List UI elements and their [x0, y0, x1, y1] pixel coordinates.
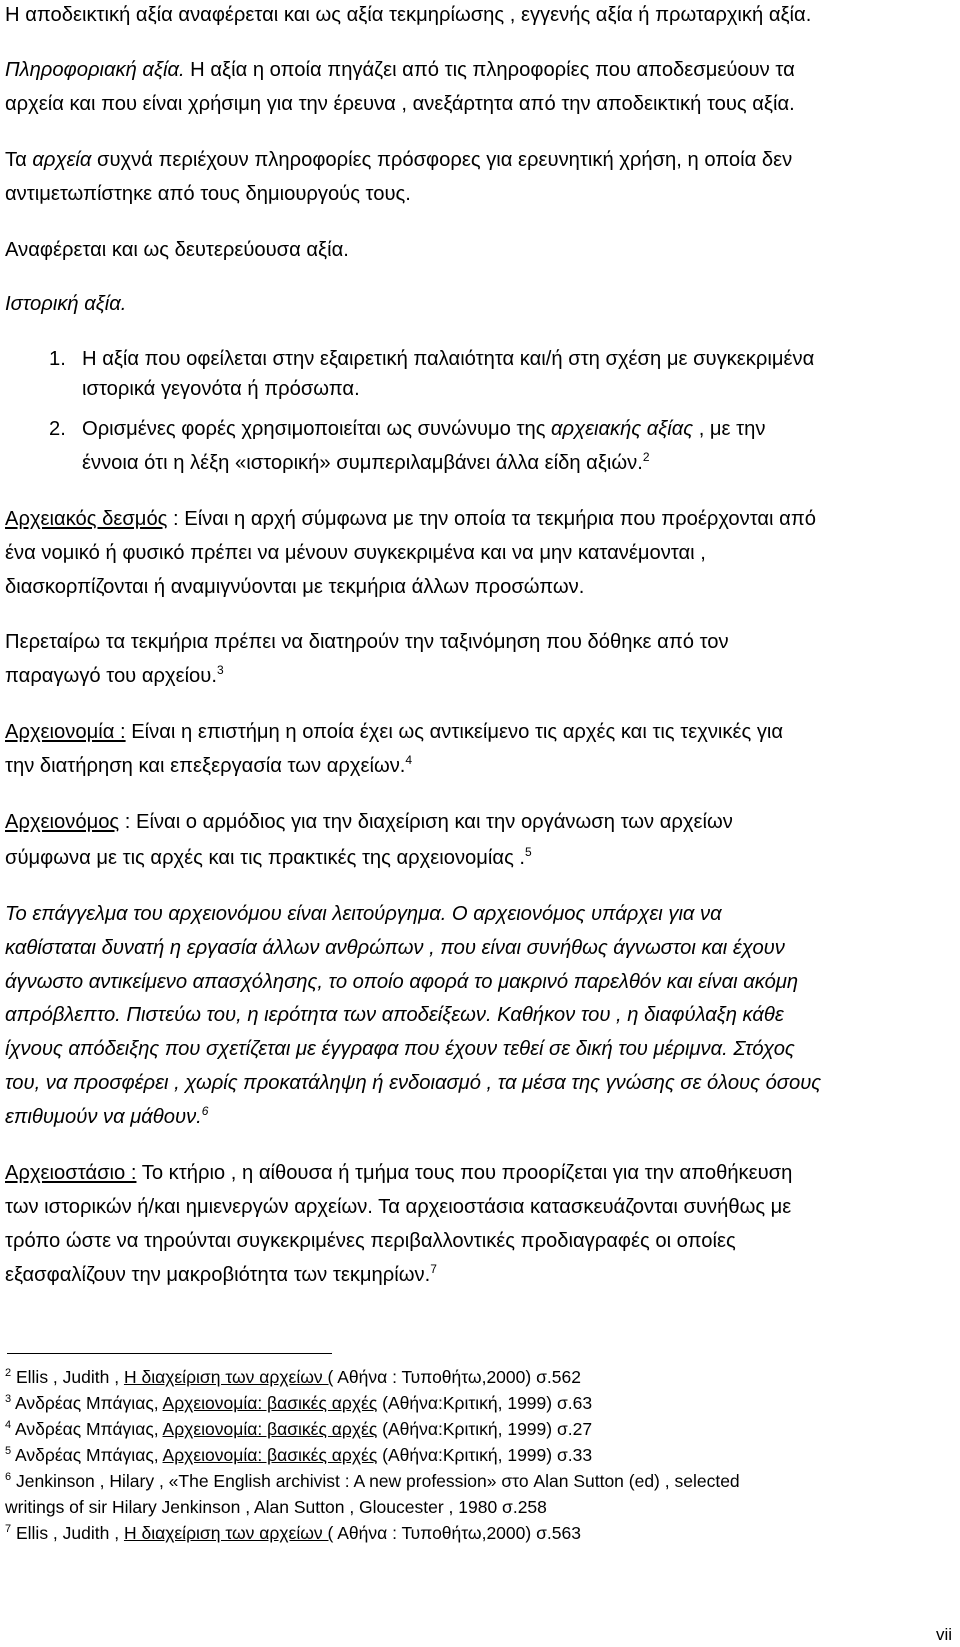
list-item-2-number: 2. — [49, 418, 66, 440]
list-item-2-line1: Ορισμένες φορές χρησιμοποιείται ως συνώνυμο της αρχειακής αξίας , με την — [82, 418, 766, 440]
term-archival-value: αρχειακής αξίας — [551, 418, 694, 440]
footnote-6-line2: writings of sir Hilary Jenkinson , Alan Sutton , Gloucester , 1980 σ.258 — [5, 1497, 547, 1517]
footnote-ref-5[interactable]: 5 — [525, 845, 532, 859]
page-number: vii — [936, 1625, 953, 1644]
paragraph-profession-line3: άγνωστο αντικείμενο απασχόλησης, το οποίο αφορά το μακρινό παρελθόν και είναι ακόμη — [5, 971, 799, 993]
paragraph-archival-science-line2: την διατήρηση και επεξεργασία των αρχείων.$^4$ — [5, 753, 413, 777]
footnote-4-title: Αρχειονομία: βασικές αρχές — [162, 1419, 378, 1439]
paragraph-secondary-value: Αναφέρεται και ως δευτερεύουσα αξία. — [5, 239, 349, 261]
footnote-4: $^4$ Ανδρέας Μπάγιας, Αρχειονομία: βασικές αρχές (Αθήνα:Κριτική, 1999) σ.27 — [5, 1419, 593, 1439]
paragraph-archival-bond-line2: ένα νομικό ή φυσικό πρέπει να μένουν συγκεκριμένα και να μην κατανέμονται , — [5, 542, 706, 564]
paragraph-profession-line6: του, να προσφέρει , χωρίς προκατάληψη ή ενδοιασμό , τα μέσα της γνώσης σε όλους όσους — [5, 1072, 822, 1094]
paragraph-archive-building-line2: των ιστορικών ή/και ημιενεργών αρχείων. Τα αρχειοστάσια κατασκευάζονται συνήθως με — [5, 1196, 792, 1218]
heading-historical-value: Ιστορική αξία. — [5, 293, 127, 315]
term-informational-value: Πληροφοριακή αξία. — [5, 59, 185, 81]
paragraph-archivist-line2: σύμφωνα με τις αρχές και τις πρακτικές της αρχειονομίας .$^5$ — [5, 845, 532, 869]
paragraph-further-line2: παραγωγό του αρχείου.$^3$ — [5, 663, 224, 687]
list-item-1-line2: ιστορικά γεγονότα ή πρόσωπα. — [82, 378, 360, 400]
paragraph-further-line1: Περεταίρω τα τεκμήρια πρέπει να διατηρούν την ταξινόμηση που δόθηκε από τον — [5, 631, 729, 653]
paragraph-profession-line7: επιθυμούν να μάθουν.$^6$ — [5, 1104, 209, 1128]
paragraph-archive-building-line3: τρόπο ώστε να τηρούνται συγκεκριμένες περιβαλλοντικές προδιαγραφές οι οποίες — [5, 1230, 736, 1252]
paragraph-profession-line2: καθίσταται δυνατή η εργασία άλλων ανθρώπων , που είναι συνήθως άγνωστοι και έχουν — [5, 937, 785, 959]
footnote-2-title: Η διαχείριση των αρχείων ( — [123, 1367, 334, 1387]
footnote-3: $^3$ Ανδρέας Μπάγιας, Αρχειονομία: βασικές αρχές (Αθήνα:Κριτική, 1999) σ.63 — [5, 1393, 593, 1413]
paragraph-archive-building-line1: Αρχειοστάσιο : Το κτήριο , η αίθουσα ή τμήμα τους που προορίζεται για την αποθήκευση — [5, 1162, 793, 1184]
term-archive-building: Αρχειοστάσιο : — [5, 1162, 137, 1184]
paragraph-profession-line5: ίχνους απόδειξης που σχετίζεται με έγγραφα που έχουν τεθεί σε δική του μέριμνα. Στόχος — [5, 1038, 795, 1060]
paragraph-archival-bond-line3: διασκορπίζονται ή αναμιγνύονται με τεκμήρια άλλων προσώπων. — [5, 576, 585, 598]
paragraph-archives-line1: Τα αρχεία συχνά περιέχουν πληροφορίες πρόσφορες για ερευνητική χρήση, η οποία δεν — [5, 149, 793, 171]
footnote-3-title: Αρχειονομία: βασικές αρχές — [162, 1393, 378, 1413]
paragraph-archival-bond-line1: Αρχειακός δεσμός : Είναι η αρχή σύμφωνα με την οποία τα τεκμήρια που προέρχονται από — [5, 508, 816, 530]
footnote-separator — [7, 1353, 332, 1354]
list-item-1-number: 1. — [49, 348, 66, 370]
paragraph-informational-value-line1: Πληροφοριακή αξία. Η αξία η οποία πηγάζει από τις πληροφορίες που αποδεσμεύουν τα — [5, 59, 795, 81]
paragraph-profession-line4: απρόβλεπτο. Πιστεύω του, η ιερότητα των αποδείξεων. Καθήκον του , η διαφύλαξη κάθε — [5, 1004, 784, 1026]
term-archives: αρχεία — [32, 149, 92, 171]
footnote-ref-7[interactable]: 7 — [430, 1262, 437, 1276]
paragraph-informational-value-line2: αρχεία και που είναι χρήσιμη για την έρευνα , ανεξάρτητα από την αποδεικτική τους αξία. — [5, 93, 795, 115]
paragraph-archivist-line1: Αρχειονόμος : Είναι ο αρμόδιος για την διαχείριση και την οργάνωση των αρχείων — [5, 811, 733, 833]
footnote-5: $^5$ Ανδρέας Μπάγιας, Αρχειονομία: βασικές αρχές (Αθήνα:Κριτική, 1999) σ.33 — [5, 1445, 593, 1465]
paragraph-archive-building-line4: εξασφαλίζουν την μακροβιότητα των τεκμηρίων.$^7$ — [5, 1262, 437, 1286]
footnote-2: $^2$ Ellis , Judith , Η διαχείριση των αρχείων ( Αθήνα : Τυποθήτω,2000) σ.562 — [5, 1367, 581, 1387]
paragraph-profession-line1: Το επάγγελμα του αρχειονόμου είναι λειτούργημα. Ο αρχειονόμος υπάρχει για να — [5, 903, 722, 925]
footnote-ref-3[interactable]: 3 — [216, 663, 224, 677]
footnote-ref-2[interactable]: 2 — [642, 450, 650, 464]
list-item-2-line2: έννοια ότι η λέξη «ιστορική» συμπεριλαμβάνει άλλα είδη αξιών.$^2$ — [82, 450, 650, 474]
paragraph-archival-science-line1: Αρχειονομία : Είναι η επιστήμη η οποία έχει ως αντικείμενο τις αρχές και τις τεχνικές για — [5, 721, 784, 743]
footnote-7-title: Η διαχείριση των αρχείων ( — [123, 1523, 334, 1543]
footnote-7: $^7$ Ellis , Judith , Η διαχείριση των αρχείων ( Αθήνα : Τυποθήτω,2000) σ.563 — [5, 1523, 581, 1543]
list-item-1-line1: Η αξία που οφείλεται στην εξαιρετική παλαιότητα και/ή στη σχέση με συγκεκριμένα — [82, 348, 815, 370]
footnote-5-title: Αρχειονομία: βασικές αρχές — [162, 1445, 378, 1465]
term-archival-science: Αρχειονομία : — [5, 721, 126, 743]
term-archival-bond: Αρχειακός δεσμός — [5, 508, 168, 530]
footnote-ref-4[interactable]: 4 — [405, 753, 413, 767]
footnote-ref-6[interactable]: 6 — [201, 1104, 209, 1118]
paragraph-evidential-value: Η αποδεικτική αξία αναφέρεται και ως αξία τεκμηρίωσης , εγγενής αξία ή πρωταρχική αξία. — [5, 4, 812, 26]
term-archivist: Αρχειονόμος — [5, 811, 120, 833]
footnote-6-line1: $^6$ Jenkinson , Hilary , «The English archivist : A new profession» στο Alan Sutton (ed) , selected — [5, 1471, 740, 1491]
paragraph-archives-line2: αντιμετωπίστηκε από τους δημιουργούς τους. — [5, 183, 411, 205]
